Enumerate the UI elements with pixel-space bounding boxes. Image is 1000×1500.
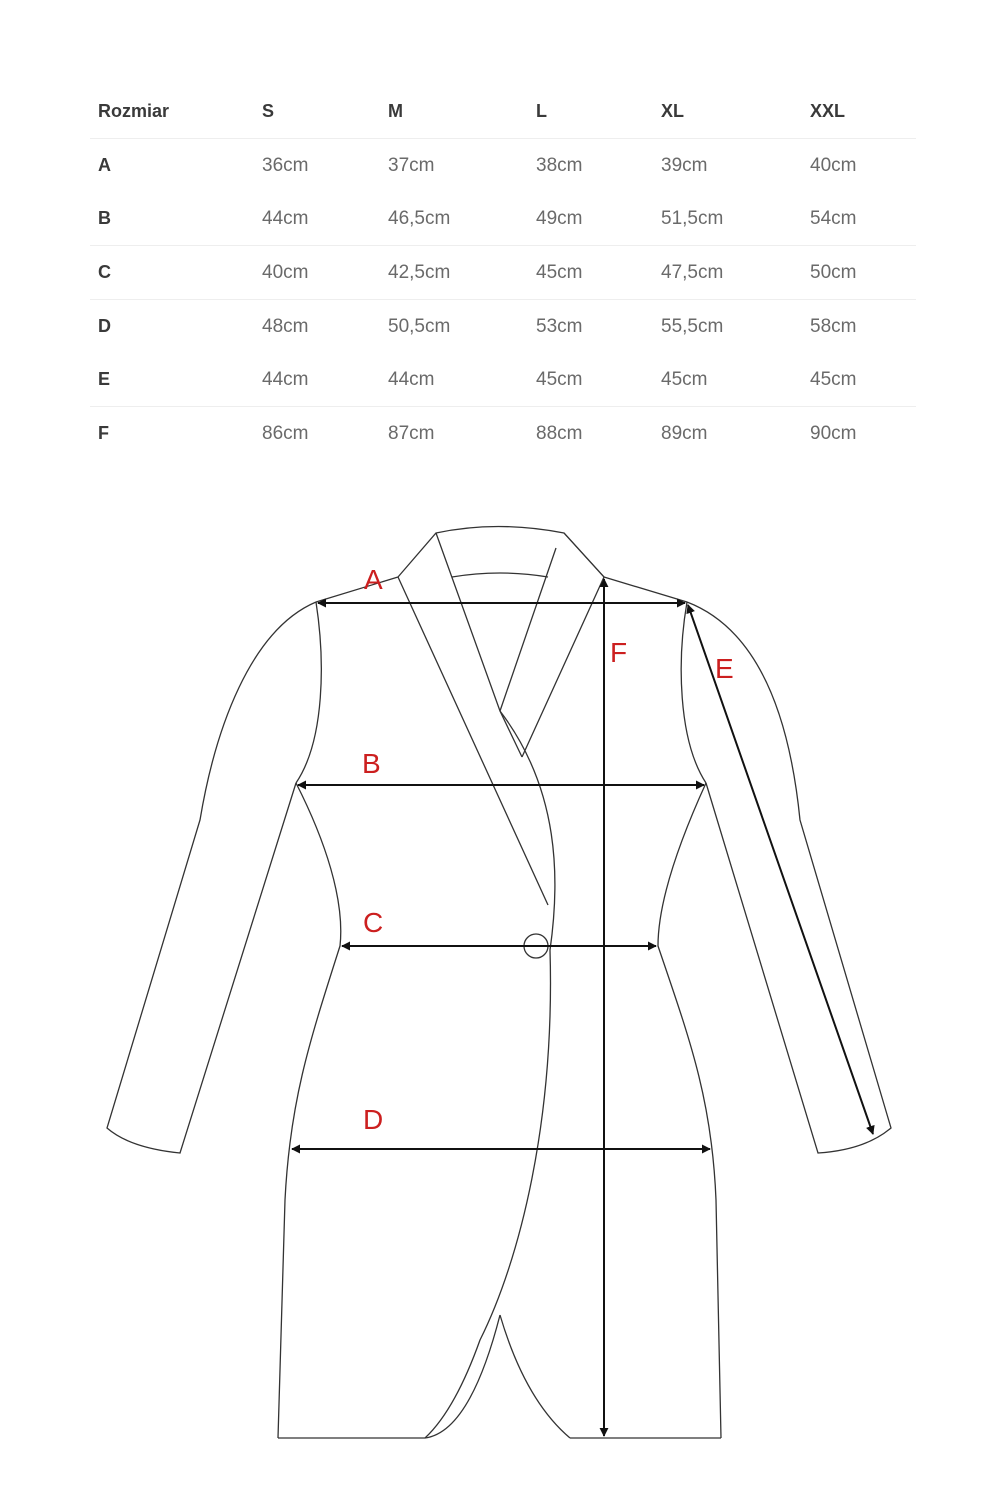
row-label: B: [90, 192, 254, 246]
label-a: A: [364, 564, 383, 595]
label-e: E: [715, 653, 734, 684]
table-cell: 90cm: [810, 422, 857, 444]
table-cell: 46,5cm: [380, 192, 528, 246]
label-d: D: [363, 1104, 384, 1135]
table-row-e: [90, 353, 916, 407]
table-cell: 58cm: [810, 315, 857, 337]
label-b: B: [362, 748, 381, 779]
jacket-measurement-diagram: [0, 470, 1000, 1470]
table-cell: 45cm: [528, 246, 653, 300]
lapel-right: [522, 533, 604, 757]
sleeve-right: [687, 602, 891, 1153]
table-cell: 87cm: [388, 422, 435, 444]
table-cell: 40cm: [810, 154, 857, 176]
armhole-right: [681, 602, 706, 783]
row-label: C: [90, 246, 254, 300]
table-cell: 40cm: [254, 246, 380, 300]
jacket-outline: [107, 527, 891, 1439]
table-cell: 47,5cm: [653, 246, 802, 300]
front-wrap-curve: [425, 711, 555, 1438]
table-cell: 55,5cm: [661, 315, 724, 337]
row-label: E: [90, 353, 254, 407]
table-header-row: [90, 85, 916, 139]
table-cell: 48cm: [262, 315, 309, 337]
table-cell: 42,5cm: [380, 246, 528, 300]
row-label: A: [98, 155, 111, 175]
lapel-right-notch: [500, 548, 556, 711]
armhole-left: [296, 602, 321, 783]
table-cell: 37cm: [388, 154, 435, 176]
table-cell: 49cm: [528, 192, 653, 246]
row-label: F: [98, 423, 109, 443]
row-label: D: [98, 316, 111, 336]
header-s: S: [254, 85, 380, 139]
front-underlap-curve: [500, 1315, 570, 1438]
body-side-right: [658, 783, 721, 1438]
measure-e-sleeve: [688, 605, 873, 1134]
table-cell: 50,5cm: [388, 315, 451, 337]
table-row-f: [90, 407, 916, 461]
table-row-c: [90, 246, 916, 300]
header-m: M: [380, 85, 528, 139]
table-cell: 53cm: [536, 315, 583, 337]
shoulder-left: [316, 577, 398, 602]
table-cell: 36cm: [262, 154, 309, 176]
table-cell: 86cm: [262, 422, 309, 444]
table-cell: 45cm: [802, 353, 916, 407]
table-row-b: [90, 192, 916, 246]
size-table: [90, 85, 916, 460]
table-cell: 54cm: [802, 192, 916, 246]
table-cell: 51,5cm: [653, 192, 802, 246]
table-cell: 44cm: [380, 353, 528, 407]
header-l: L: [528, 85, 653, 139]
header-xxl: XXL: [802, 85, 916, 139]
table-cell: 88cm: [536, 422, 583, 444]
label-f: F: [610, 637, 628, 668]
table-row-d: [90, 300, 916, 354]
table-cell: 44cm: [254, 353, 380, 407]
header-xl: XL: [653, 85, 802, 139]
shoulder-right: [604, 577, 687, 602]
table-cell: 45cm: [528, 353, 653, 407]
collar-inner-line: [452, 573, 548, 577]
table-row-a: [90, 139, 916, 193]
table-cell: 89cm: [661, 422, 708, 444]
table-cell: 44cm: [254, 192, 380, 246]
hem: [278, 1315, 721, 1438]
table-cell: 38cm: [536, 154, 583, 176]
table-cell: 39cm: [661, 154, 708, 176]
collar-back: [398, 527, 604, 578]
header-size: Rozmiar: [90, 85, 254, 139]
sleeve-left: [107, 602, 316, 1153]
label-c: C: [363, 907, 384, 938]
table-cell: 50cm: [802, 246, 916, 300]
lapel-left-outer: [398, 577, 548, 905]
body-side-left: [278, 783, 341, 1438]
table-cell: 45cm: [653, 353, 802, 407]
